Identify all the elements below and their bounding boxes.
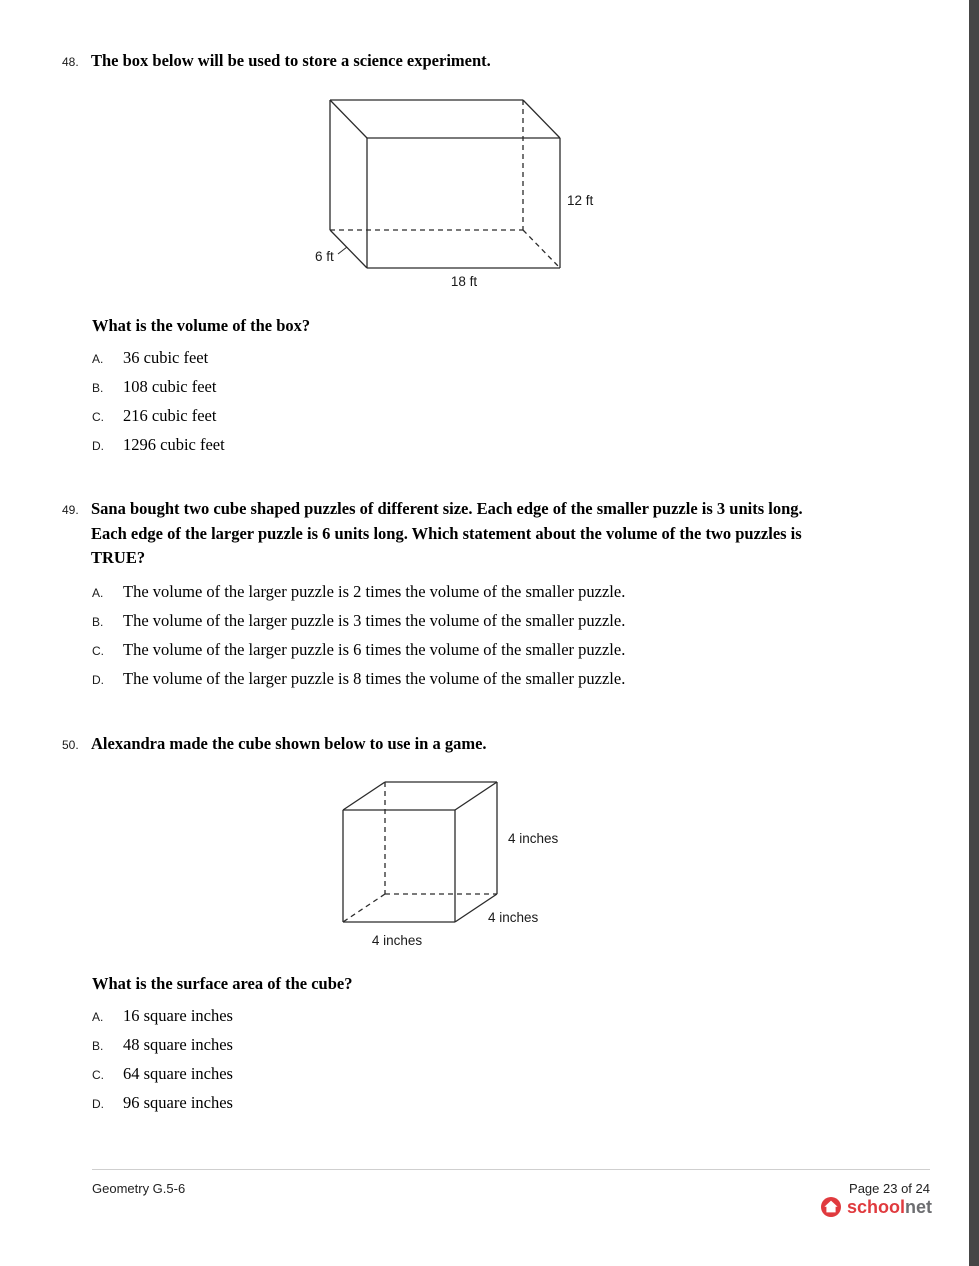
logo-text: [847, 1197, 932, 1218]
footer-course-label: Geometry G.5-6: [92, 1181, 186, 1196]
option-text: 96 square inches: [123, 1093, 233, 1112]
option-letter: D.: [92, 439, 104, 453]
question-stem: The box below will be used to store a science experiment.: [91, 51, 491, 70]
option-text: The volume of the larger puzzle is 3 times the volume of the smaller puzzle.: [123, 611, 626, 630]
option-letter: C.: [92, 644, 104, 658]
option-text: 108 cubic feet: [123, 377, 217, 396]
question-number: 49.: [62, 503, 79, 517]
box-depth-label: 6 ft: [315, 249, 334, 264]
option-text: 36 cubic feet: [123, 348, 209, 367]
scrollbar-track[interactable]: [969, 0, 979, 1266]
question-stem: Sana bought two cube shaped puzzles of different size. Each edge of the smaller puzzle is 3 units long. Each edge of the larger puzzle is 6 units long. Which statement about the volume of the two puzzles is TRUE?: [91, 499, 803, 567]
cube-depth-label: 4 inches: [488, 910, 539, 925]
option-letter: A.: [92, 352, 104, 366]
schoolnet-logo: [690, 1196, 932, 1218]
option-letter: B.: [92, 381, 104, 395]
page-number: Page 23 of 24: [849, 1181, 930, 1196]
option-letter: A.: [92, 586, 104, 600]
footer-divider: [92, 1169, 930, 1170]
question-number: 48.: [62, 55, 79, 69]
option-text: 48 square inches: [123, 1035, 233, 1054]
box-width-label: 18 ft: [450, 274, 478, 289]
option-letter: D.: [92, 673, 104, 687]
cube-height-label: 4 inches: [508, 831, 559, 846]
option-text: 216 cubic feet: [123, 406, 217, 425]
logo-school-text: school: [846, 1196, 905, 1217]
question-number: 50.: [62, 738, 79, 752]
question-stem: Alexandra made the cube shown below to use in a game.: [91, 734, 487, 753]
option-text: 1296 cubic feet: [123, 435, 225, 454]
option-letter: A.: [92, 1010, 104, 1024]
house-icon: [820, 1196, 842, 1218]
option-letter: B.: [92, 615, 104, 629]
option-text: 16 square inches: [123, 1006, 233, 1025]
option-letter: C.: [92, 410, 104, 424]
question-prompt: What is the surface area of the cube?: [92, 974, 353, 993]
option-text: The volume of the larger puzzle is 8 times the volume of the smaller puzzle.: [123, 669, 626, 688]
cube-width-label: 4 inches: [371, 933, 423, 948]
option-text: 64 square inches: [123, 1064, 233, 1083]
box-height-label: 12 ft: [567, 193, 594, 208]
option-letter: B.: [92, 1039, 104, 1053]
logo-net-text: net: [905, 1196, 932, 1217]
question-prompt: What is the volume of the box?: [92, 316, 311, 335]
option-text: The volume of the larger puzzle is 6 times the volume of the smaller puzzle.: [123, 640, 626, 659]
option-text: The volume of the larger puzzle is 2 times the volume of the smaller puzzle.: [123, 582, 626, 601]
option-letter: C.: [92, 1068, 104, 1082]
option-letter: D.: [92, 1097, 104, 1111]
